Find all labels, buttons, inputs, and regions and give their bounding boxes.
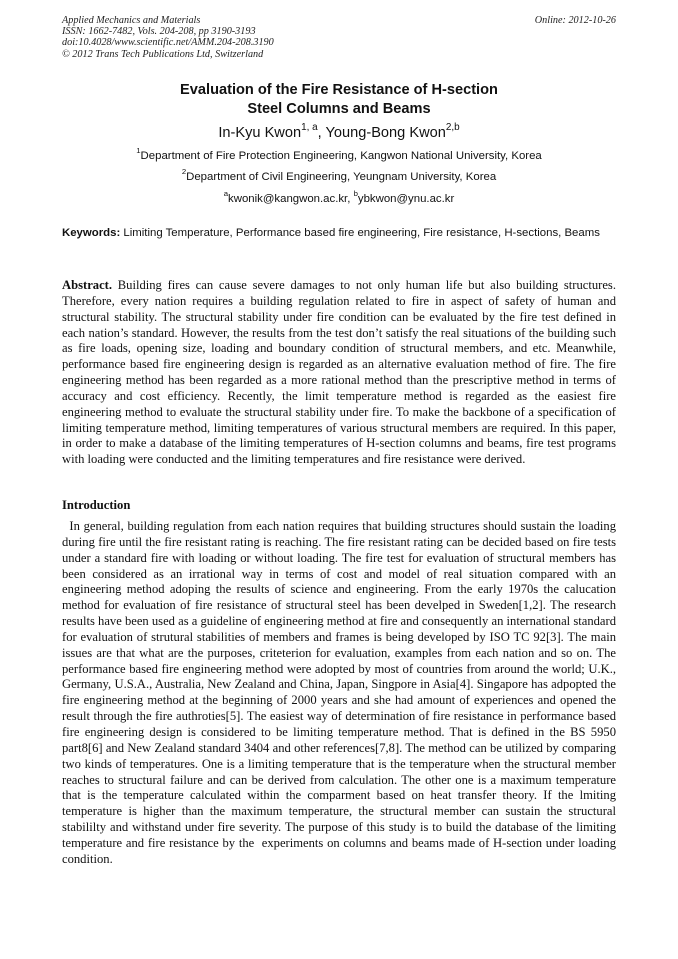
journal-name: Applied Mechanics and Materials <box>62 15 201 26</box>
author-2-superscript: 2,b <box>445 122 460 134</box>
email-a: kwonik@kangwon.ac.kr, <box>228 193 354 205</box>
online-date: Online: 2012-10-26 <box>534 15 616 26</box>
introduction-heading: Introduction <box>62 498 131 512</box>
keywords-label: Keywords: <box>62 227 121 239</box>
author-separator: , <box>317 125 326 141</box>
issn-line: ISSN: 1662-7482, Vols. 204-208, pp 3190-3193 <box>62 26 256 38</box>
author-list <box>62 124 616 142</box>
abstract-text: Building fires can cause severe damages to not only human life but also building structures. Therefore, every nation requires a building regulation related to fire in aspect of safety of human and structural stability. The structural stability under fire condition can be evaluated by the fire test defined in each nation’s standard. However, the results from the test don’t satisfy the real situations of the building such as fire loads, opening size, loading and boundary condition of structural members, and etc. Meanwhile, performance based fire engineering design is regarded as an alternative evaluation method of fire. The fire engineering method has been regarded as a more rational method than the prescriptive method in terms of accuracy and cost efficiency. Recently, the limit temperature method is regarded as the easiest fire engineering method to evaluate the structural stability under fire. To make the backbone of a specification of limiting temperature method, limiting temperatures of various structural members are required. In this paper, in order to make a database of the limiting temperatures of H-section columns and beams, fire test programs with loading were conducted and the limiting temperatures and fire resistance were derived. <box>62 278 616 467</box>
author-1-superscript: 1, a <box>301 122 318 134</box>
title-line-2: Steel Columns and Beams <box>247 101 431 117</box>
affiliation-1-superscript: 1 <box>136 146 141 156</box>
affiliation-1 <box>62 146 616 163</box>
affiliation-2-text: Department of Civil Engineering, Yeungnam University, Korea <box>186 171 497 183</box>
keywords-text: Limiting Temperature, Performance based fire engineering, Fire resistance, H-sections, Beams <box>120 227 600 239</box>
email-b-superscript: b <box>353 189 358 199</box>
email-b: ybkwon@ynu.ac.kr <box>357 193 455 205</box>
copyright-line: © 2012 Trans Tech Publications Ltd, Switzerland <box>62 48 264 60</box>
email-a-superscript: a <box>223 189 229 199</box>
author-1-name: In-Kyu Kwon <box>218 125 302 141</box>
abstract-label: Abstract. <box>62 278 113 292</box>
author-2-name: Young-Bong Kwon <box>325 125 446 141</box>
journal-header <box>62 15 616 60</box>
doi-line: doi:10.4028/www.scientific.net/AMM.204-208.3190 <box>62 37 274 49</box>
abstract-section <box>62 278 616 468</box>
affiliation-1-text: Department of Fire Protection Engineering, Kangwon National University, Korea <box>140 150 542 162</box>
affiliation-2 <box>62 167 616 184</box>
title-line-1: Evaluation of the Fire Resistance of H-section <box>180 82 498 98</box>
introduction-body: In general, building regulation from each nation requires that building structures should sustain the loading during fire until the fire resistant rating is reaching. The fire resistant rating can be decided based on fire tests under a standard fire with loading or without loading. The fire test for evaluation of structural members has been considered as an irrational way in terms of cost and model of real situation compared with an engineering method adoping the results of science and engineering. From the early 1970s the calucation method for evaluation of fire resistance of structural steel has been develped in Sweden[1,2]. The research results have been used as a guideline of engineering method at fire and consequently an international standard for evaluation of strutural stabilities of members and frames is being developed by ISO TC 92[3]. The main issues are that what are the purposes, criteterion for evaluation, examples from each nation and so on. The performance based fire engineering method were adopted by most of countries from around the world; U.K., Germany, U.S.A., Australia, New Zealand and China, Japan, Singpore in Asia[4]. Singapore has adpopted the fire engineering method at the beginning of 2000 years and she had amount of experiences and opened the result through the fire authroties[5]. The easiest way of determination of fire resistance in performance based fire engineering design is considered to be limiting temperature method. That is defined in the BS 5950 part8[6] and New Zealand standard 3404 and other references[7,8]. The method can be utilized by comparing two kinds of temperatures. One is a limiting temperature that is the temperature when the structural member reaches to structural failure and can be derived from calculation. The other one is a maximum temperature that is the temperature calculated within the comparment based on heat transfer theory. If the lmiting temperature is higher than the maximum temperature, the structural member can sustain the structural stabililty and withstand under fire severity. The purpose of this study is to build the database of the limiting temperature and fire resistance by the experiments on columns and beams made of H-section under loading condition. <box>62 519 620 866</box>
keywords-section <box>62 226 616 242</box>
author-emails <box>62 189 616 206</box>
paper-title <box>62 81 616 119</box>
affiliation-2-superscript: 2 <box>181 167 187 177</box>
